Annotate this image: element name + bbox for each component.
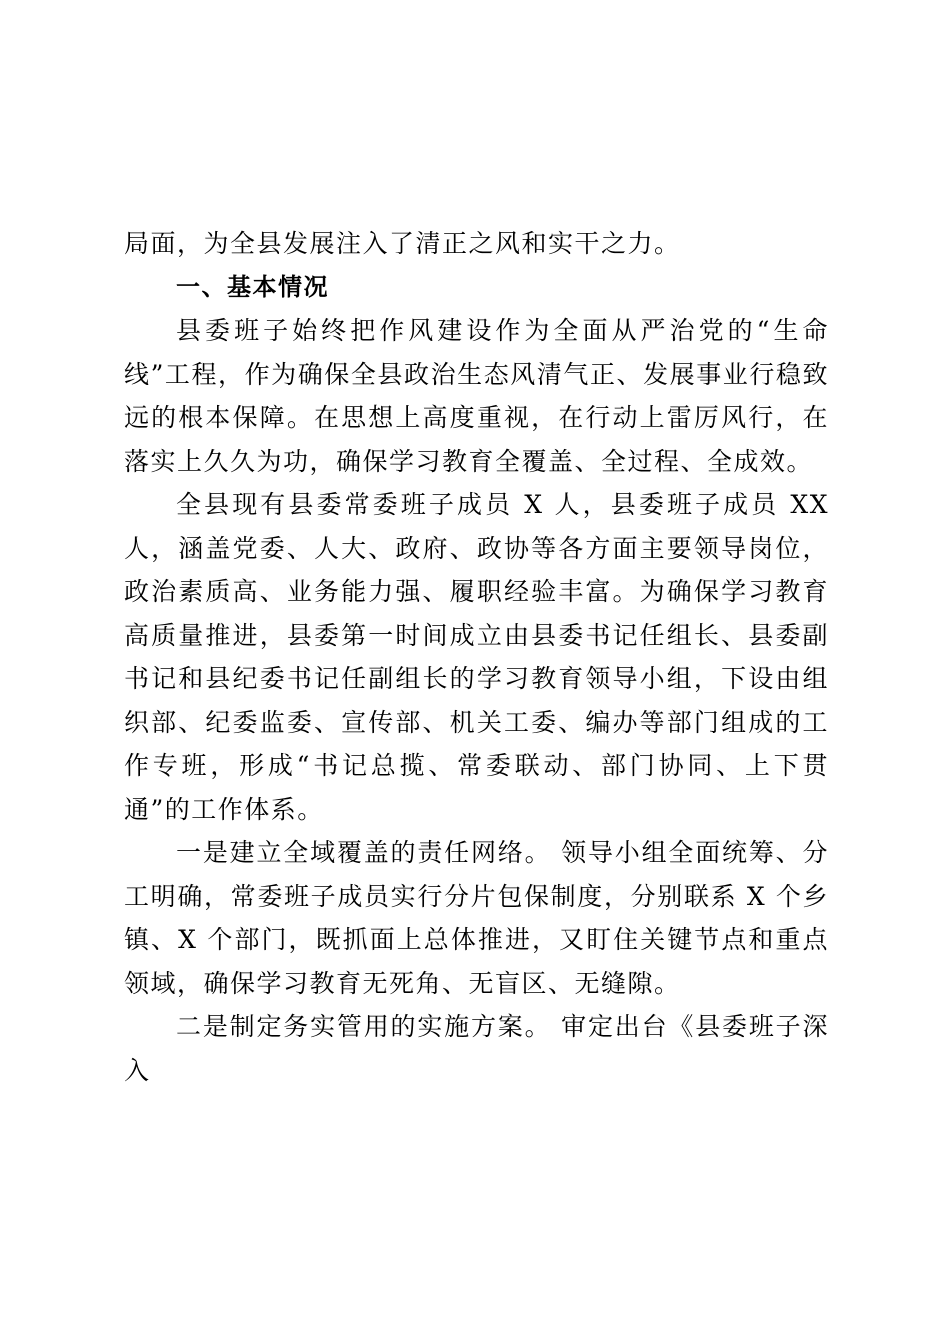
continuation-paragraph: 局面，为全县发展注入了清正之风和实干之力。: [124, 229, 681, 258]
paragraph-3-lead: 一是建立全域覆盖的责任网络。: [176, 838, 552, 867]
paragraph-4-lead: 二是制定务实管用的实施方案。: [176, 1012, 552, 1041]
paragraph-2: 全县现有县委常委班子成员 X 人，县委班子成员 XX 人，涵盖党委、人大、政府、政协等各方面主要领导岗位，政治素质高、业务能力强、履职经验丰富。为确保学习教育高质量推进，县委第一时间成立由县委书记任组长、县委副书记和县纪委书记任副组长的学习教育领导小组，下设由组织部、纪委监委、宣传部、机关工委、编办等部门组成的工作专班，形成“书记总揽、常委联动、部门协同、上下贯通”的工作体系。: [124, 490, 829, 824]
paragraph-3-text: 领导小组全面统筹、分工明确，常委班子成员实行分片包保制度，分别联系 X 个乡镇、X 个部门，既抓面上总体推进，又盯住关键节点和重点领域，确保学习教育无死角、无盲区、无缝隙。: [124, 838, 829, 998]
document-body: [124, 222, 829, 1092]
paragraph-3: [124, 831, 829, 1005]
paragraph-4: [124, 1005, 829, 1092]
paragraph-1: 县委班子始终把作风建设作为全面从严治党的“生命线”工程，作为确保全县政治生态风清气正、发展事业行稳致远的根本保障。在思想上高度重视，在行动上雷厉风行，在落实上久久为功，确保学习教育全覆盖、全过程、全成效。: [124, 316, 829, 476]
section-heading: 一、基本情况: [176, 272, 329, 301]
paragraph-4-text: 审定出台《县委班子深入: [124, 1012, 829, 1085]
